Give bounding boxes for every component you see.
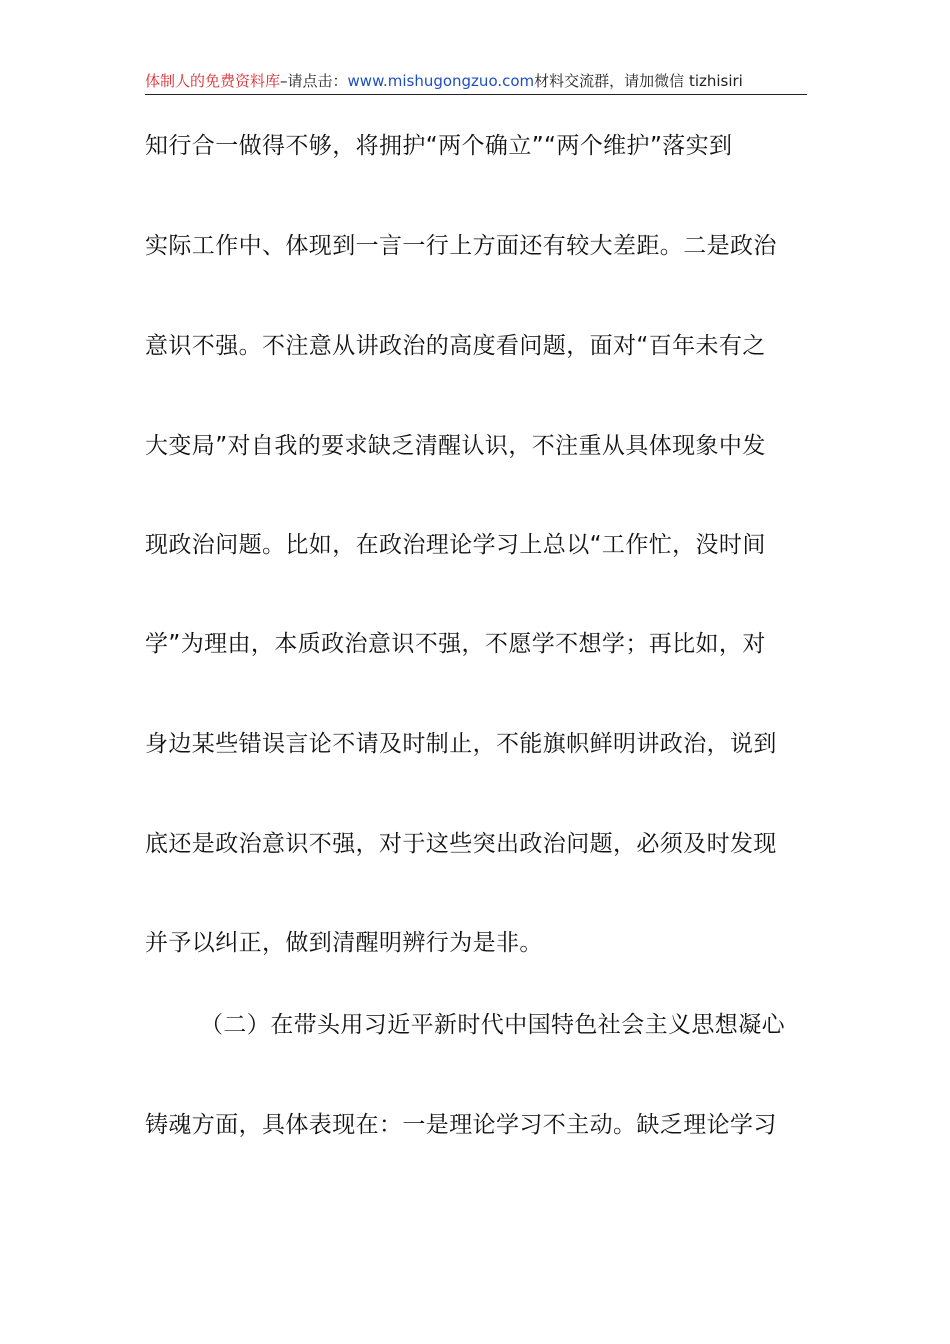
text-line: 铸魂方面，具体表现在：一是理论学习不主动。缺乏理论学习: [145, 1112, 777, 1138]
text-line: 现政治问题。比如，在政治理论学习上总以“工作忙，没时间: [145, 532, 766, 558]
header-click-prompt: –请点击：: [280, 72, 348, 90]
text-line: 并予以纠正，做到清醒明辨行为是非。: [145, 930, 543, 956]
text-line: 实际工作中、体现到一言一行上方面还有较大差距。二是政治: [145, 233, 777, 259]
text-line: 底还是政治意识不强，对于这些突出政治问题，必须及时发现: [145, 831, 777, 857]
header-url-link[interactable]: www.mishugongzuo.com: [347, 72, 535, 90]
text-line: 知行合一做得不够，将拥护“两个确立”“两个维护”落实到: [145, 133, 733, 159]
text-line: 意识不强。不注意从讲政治的高度看问题，面对“百年未有之: [145, 333, 766, 359]
section-heading-line: （二）在带头用习近平新时代中国特色社会主义思想凝心: [200, 1012, 785, 1038]
header-contact-text: 材料交流群，请加微信 tizhisiri: [534, 72, 743, 90]
text-line: 学”为理由，本质政治意识不强，不愿学不想学；再比如，对: [145, 631, 766, 657]
text-line: 身边某些错误言论不请及时制止，不能旗帜鲜明讲政治，说到: [145, 731, 777, 757]
header-site-name: 体制人的免费资料库: [145, 72, 281, 90]
text-line: 大变局”对自我的要求缺乏清醒认识，不注重从具体现象中发: [145, 433, 766, 459]
